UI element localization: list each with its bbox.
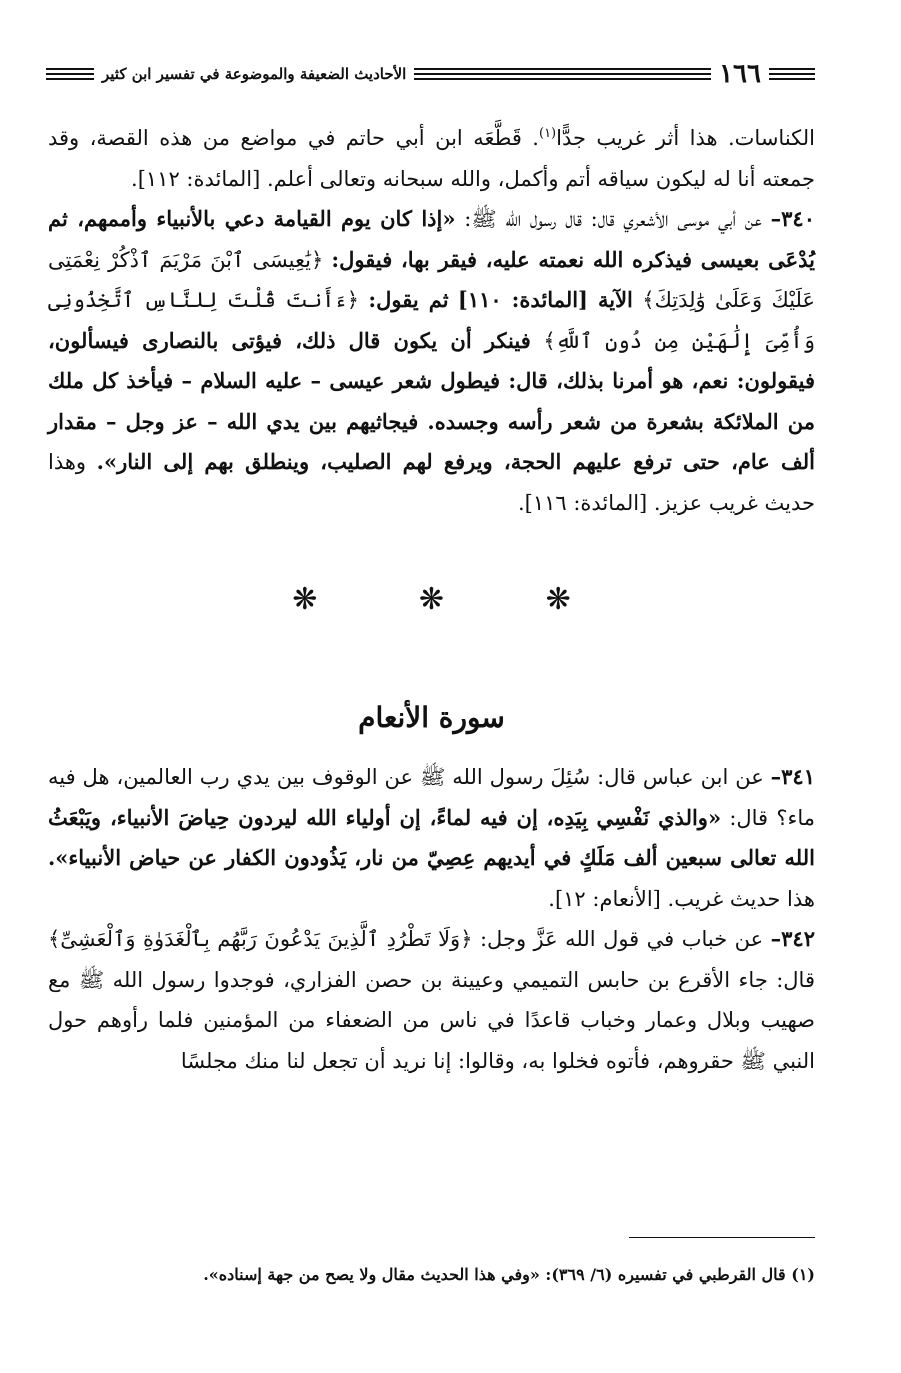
footnote-divider bbox=[629, 1237, 815, 1238]
hadith-text: فينكر أن يكون قال ذلك، فيؤتى بالنصارى فيسألون، فيقولون: نعم، هو أمرنا بذلك، قال: فيطول شعر عيسى – عليه السلام – فيأخذ كل ملك من الملائكة بشعرة من شعر رأسه وجسده. فيجاثيهم بين يدي الله – عز وجل – مقدار ألف عام، حتى ترفع عليهم الحجة، ويرفع لهم الصليب، وينطلق بهم إلى النار». bbox=[48, 327, 815, 475]
quran-verse: ﴿وَلَا تَطْرُدِ ٱلَّذِينَ يَدْعُونَ رَبَّهُم بِٱلْغَدَوٰةِ وَٱلْعَشِىِّ﴾ bbox=[48, 927, 473, 952]
page-number: ١٦٦ bbox=[719, 59, 761, 89]
paragraph-continuation bbox=[48, 118, 815, 199]
entry-grading: وهذا حديث غريب عزيز. [المائدة: ١١٦]. bbox=[48, 450, 815, 515]
hadith-text: ثم يقول: bbox=[368, 287, 449, 313]
entry-340 bbox=[48, 199, 815, 523]
book-title: الأحاديث الضعيفة والموضوعة في تفسير ابن كثير bbox=[102, 65, 407, 83]
paragraph-text: . قَطَّعَه ابن أبي حاتم في مواضع من هذه القصة، وقد جمعته أنا له ليكون سياقه أتم وأكمل، والله سبحانه وتعالى أعلم. [المائدة: ١١٢]. bbox=[48, 126, 815, 191]
entry-intro: عن ابن عباس قال: سُئِلَ رسول الله ﷺ عن الوقوف بين يدي رب العالمين، هل فيه ماء؟ قال: bbox=[48, 765, 816, 830]
surah-heading: سورة الأنعام bbox=[358, 701, 505, 735]
verse-reference: الآية [المائدة: ١١٠] bbox=[457, 287, 633, 313]
entry-grading: هذا حديث غريب. [الأنعام: ١٢]. bbox=[548, 886, 815, 911]
entry-intro: عن أبي موسى الأشعري قال: قال رسول الله ﷺ: bbox=[464, 207, 762, 232]
hadith-text: «إذا كان يوم القيامة دعي بالأنبياء وأممهم، ثم يُدْعَى بعيسى فيذكره الله نعمته عليه، فيقر بها، فيقول: bbox=[48, 206, 815, 272]
page-body bbox=[48, 118, 815, 1081]
header-rule-left bbox=[46, 68, 94, 80]
entry-number: ٣٤٠– bbox=[770, 206, 815, 232]
header-rule-right bbox=[769, 68, 815, 80]
entry-342 bbox=[48, 919, 815, 1081]
entry-number: ٣٤١– bbox=[770, 764, 815, 790]
entry-number: ٣٤٢– bbox=[770, 926, 815, 952]
hadith-text: «والذي نَفْسِي بِيَدِه، إن فيه لماءً، إن أولياء الله ليردون حِياضَ الأنبياء، ويَبْعَثُ الله تعالى سبعين ألف مَلَكٍ في أيديهم عِصِيّ من نار، يَذُودون الكفار عن حياض الأنبياء». bbox=[48, 804, 815, 871]
entry-341 bbox=[48, 757, 815, 919]
entry-text: قال: جاء الأقرع بن حابس التميمي وعيينة بن حصن الفزاري، فوجدوا رسول الله ﷺ مع صهيب وبلال وعمار وخباب قاعدًا في ناس من الضعفاء من المؤمنين فلما رأوهم حول النبي ﷺ حقروهم، فأتوه فخلوا به، وقالوا: إنا نريد أن تجعل لنا منك مجلسًا bbox=[48, 967, 815, 1073]
footnote-reference: (١) bbox=[538, 126, 557, 141]
section-separator: ❋ ❋ ❋ bbox=[292, 582, 617, 618]
entry-intro: عن خباب في قول الله عَزَّ وجل: bbox=[479, 927, 764, 952]
running-header bbox=[46, 56, 815, 92]
footnote: (١) قال القرطبي في تفسيره (٦/ ٣٦٩): «وفي هذا الحديث مقال ولا يصح من جهة إسناده». bbox=[203, 1265, 815, 1284]
paragraph-text: الكناسات. هذا أثر غريب جدًّا bbox=[556, 126, 815, 150]
quran-verse: ﴿يَٰعِيسَى ٱبْنَ مَرْيَمَ ٱذْكُرْ نِعْمَتِى عَلَيْكَ وَعَلَىٰ وَٰلِدَتِكَ﴾ bbox=[48, 247, 816, 313]
header-rule-middle bbox=[414, 68, 711, 80]
quran-verse: ﴿ءَأَنتَ قُلْتَ لِلنَّاسِ ٱتَّخِذُونِى وَأُمِّىَ إِلَٰهَيْنِ مِن دُونِ ٱللَّهِ﴾ bbox=[48, 288, 816, 353]
